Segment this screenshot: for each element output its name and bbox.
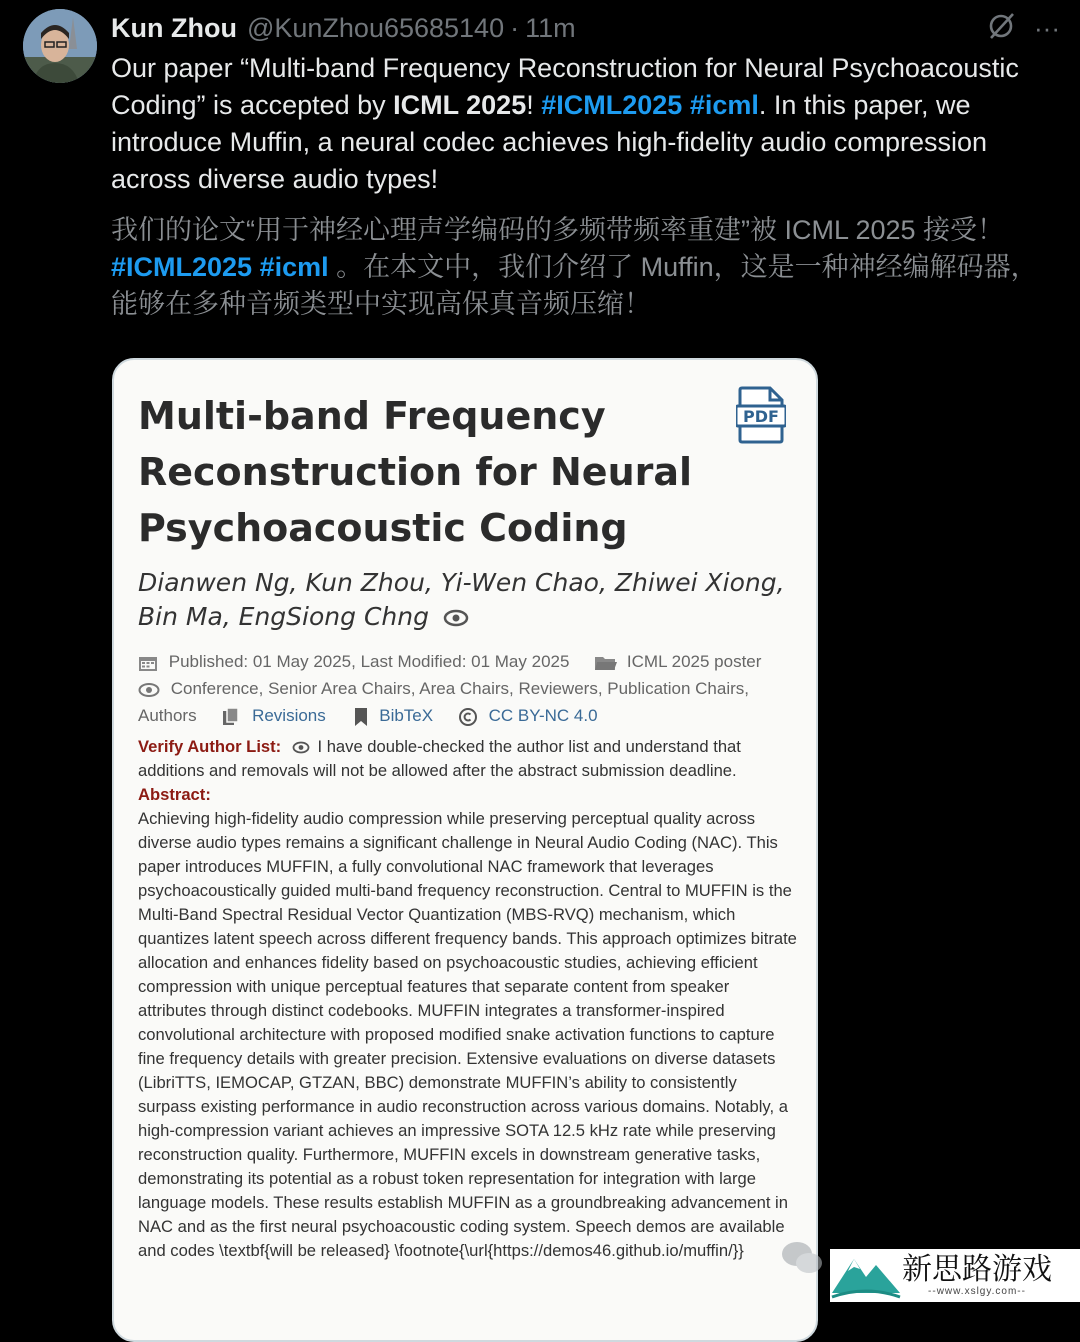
tweet-text-bold: ICML 2025 <box>393 90 527 120</box>
tweet-text-part-1: Our paper “Multi-band Frequency Reconstruction for Neural Psychoacoustic Coding” is accepted by <box>111 53 1019 120</box>
hashtag-icml[interactable]: #icml <box>689 90 759 120</box>
translation-hashtags[interactable]: #ICML2025 #icml <box>111 252 329 282</box>
translation-part-1: 我们的论文“用于神经心理声学编码的多频带频率重建”被 ICML 2025 接受！ <box>111 215 1005 245</box>
avatar-image <box>23 9 97 83</box>
folder-icon <box>594 654 618 672</box>
verify-author-text: I have double-checked the author list and understand that additions and removals will not be allowed after the abstract submission deadline. <box>138 737 741 780</box>
paper-meta <box>138 648 798 729</box>
attached-image-card[interactable] <box>112 358 818 1342</box>
published-date: Published: 01 May 2025, Last Modified: 01 May 2025 <box>168 652 570 671</box>
bibtex-link[interactable]: BibTeX <box>379 706 434 725</box>
avatar[interactable] <box>23 9 97 83</box>
hashtag-icml2025[interactable]: #ICML2025 <box>541 90 683 120</box>
separator-dot: · <box>510 12 520 43</box>
venue: ICML 2025 poster <box>626 652 762 671</box>
readers-eye-icon <box>138 682 160 698</box>
revisions-icon <box>221 707 241 727</box>
tweet-header <box>111 10 1060 46</box>
wechat-watermark-icon <box>780 1238 824 1278</box>
verify-author-label: Verify Author List: <box>138 737 282 756</box>
abstract-text: Achieving high-fidelity audio compression while preserving perceptual quality across diverse audio types remains a significant challenge in Neural Audio Coding (NAC). This paper introduces MUFFIN, a fully convolutional NAC framework that leverages psychoacoustically guided multi-band frequency reconstruction. Central to MUFFIN is the Multi-Band Spectral Residual Vector Quantization (MBS-RVQ) mechanism, which quantizes latent speech across different frequency bands. This approach optimizes bitrate allocation and enhances fidelity based on psychoacoustic studies, achieving efficient compression with unique perceptual features that separate content from speaker attributes through distinct codebooks. MUFFIN integrates a transformer-inspired convolutional architecture with proposed modified snake activation functions to capture fine frequency details with greater precision. Extensive evaluations on diverse datasets (LibriTTS, IEMOCAP, GTZAN, BBC) demonstrate MUFFIN’s ability to consistently surpass existing performance in audio reconstruction across various domains. Notably, a high-compression variant achieves an impressive SOTA 12.5 kHz rate while preserving reconstruction quality. Furthermore, MUFFIN excels in downstream generative tasks, demonstrating its potential as a robust token representation for integration with large language models. These results establish MUFFIN as a groundbreaking advancement in NAC and as the first neural psychoacoustic coding system. Speech demos are available and codes \textbf{will be released} \footnote{\url{https://demos46.github.io/muffin/}} <box>138 809 797 1260</box>
tweet-time[interactable]: 11m <box>525 12 576 43</box>
license-link[interactable]: CC BY-NC 4.0 <box>488 706 598 725</box>
tweet-text-part-3: . In this paper, we introduce Muffin, a neural codec achieves high-fidelity audio compression across diverse audio types! <box>111 90 987 194</box>
paper-body <box>138 735 798 1263</box>
eye-icon <box>443 609 469 627</box>
revisions-link[interactable]: Revisions <box>252 706 326 725</box>
mountain-logo-icon <box>830 1251 902 1301</box>
verify-eye-icon <box>292 741 310 754</box>
header-actions <box>986 10 1060 46</box>
license-icon <box>458 707 478 727</box>
tweet-translation <box>111 212 1051 323</box>
watermark-subtext: --www.xslgy.com-- <box>928 1286 1026 1297</box>
paper-authors <box>138 566 798 634</box>
watermark-text: 新思路游戏 <box>902 1252 1052 1287</box>
abstract-label: Abstract: <box>138 785 211 804</box>
author-name[interactable]: Kun Zhou <box>111 12 237 43</box>
more-icon[interactable]: ··· <box>1034 13 1060 43</box>
tweet-text <box>111 50 1066 198</box>
calendar-icon <box>138 654 158 672</box>
pdf-label: PDF <box>743 407 779 426</box>
paper-title: Multi-band Frequency Reconstruction for Neural Psychoacoustic Coding <box>138 394 693 550</box>
pdf-icon[interactable] <box>736 386 786 444</box>
paper-authors-text: Dianwen Ng, Kun Zhou, Yi-Wen Chao, Zhiwei Xiong, Bin Ma, EngSiong Chng <box>138 568 785 631</box>
site-watermark <box>830 1249 1080 1302</box>
author-handle[interactable]: @KunZhou65685140 <box>246 12 505 43</box>
bookmark-icon <box>353 707 369 727</box>
readers: Conference, Senior Area Chairs, Area Chairs, Reviewers, Publication Chairs, Authors <box>138 679 749 725</box>
tweet-text-part-2: ! <box>526 90 542 120</box>
translation-part-2: 。在本文中，我们介绍了 Muffin，这是一种神经编解码器，能够在多种音频类型中实现高保真音频压缩！ <box>111 252 1038 319</box>
no-grok-icon[interactable] <box>986 11 1016 45</box>
